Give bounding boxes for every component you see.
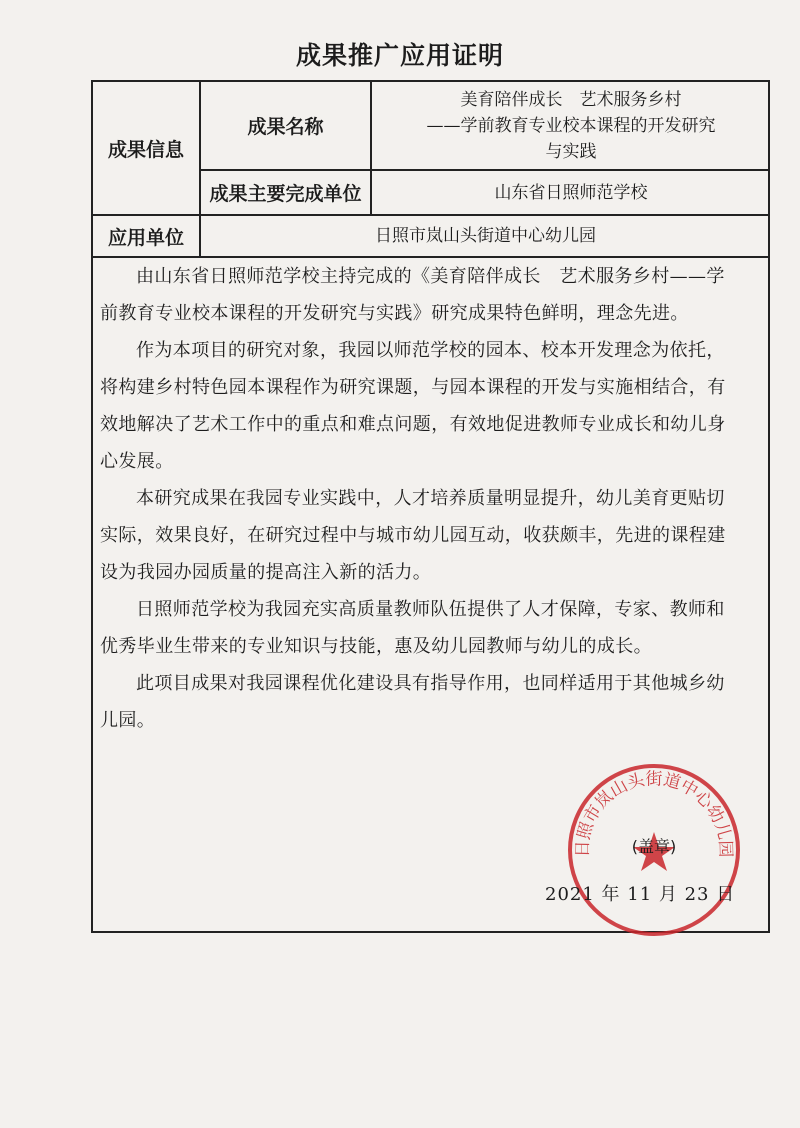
body-paragraph-1: 由山东省日照师范学校主持完成的《美育陪伴成长 艺术服务乡村——学前教育专业校本课程的开发研究与实践》研究成果特色鲜明，理念先进。 [100,266,725,324]
achievement-name-line-2: ——学前教育专业校本课程的开发研究 [426,115,716,136]
achievement-name-line-3: 与实践 [545,141,597,162]
certificate-body [100,258,730,739]
achievement-name-value [372,82,770,169]
applying-unit-value: 日照市岚山头街道中心幼儿园 [375,226,596,246]
achievement-name-line-1: 美育陪伴成长 艺术服务乡村 [460,89,682,110]
body-paragraph-4: 日照师范学校为我园充实高质量教师队伍提供了人才保障，专家、教师和优秀毕业生带来的专业知识与技能，惠及幼儿园教师与幼儿的成长。 [100,599,725,657]
body-paragraph-3: 本研究成果在我园专业实践中，人才培养质量明显提升，幼儿美育更贴切实际，效果良好，在研究过程中与城市幼儿园互动，收获颇丰，先进的课程建设为我园办园质量的提高注入新的活力。 [100,488,726,583]
body-paragraph-2: 作为本项目的研究对象，我园以师范学校的园本、校本开发理念为依托，将构建乡村特色园本课程作为研究课题，与园本课程的开发与实施相结合，有效地解决了艺术工作中的重点和难点问题，有效地促进教师专业成长和幼儿身心发展。 [100,340,726,472]
achievement-name-label: 成果名称 [247,116,324,138]
document-title: 成果推广应用证明 [295,41,504,70]
official-seal [564,760,744,940]
completing-unit-value: 山东省日照师范学校 [494,182,648,203]
applying-unit-label: 应用单位 [107,226,184,249]
body-paragraph-5: 此项目成果对我园课程优化建设具有指导作用，也同样适用于其他城乡幼儿园。 [100,673,725,731]
completing-unit-label: 成果主要完成单位 [209,183,362,205]
seal-label: (盖章) [631,837,677,856]
achievement-info-label: 成果信息 [107,138,184,161]
seal-arc-text: 日照市岚山头街道中心幼儿园 [572,769,736,858]
issue-date: 2021 年 11 月 23 日 [545,884,736,905]
